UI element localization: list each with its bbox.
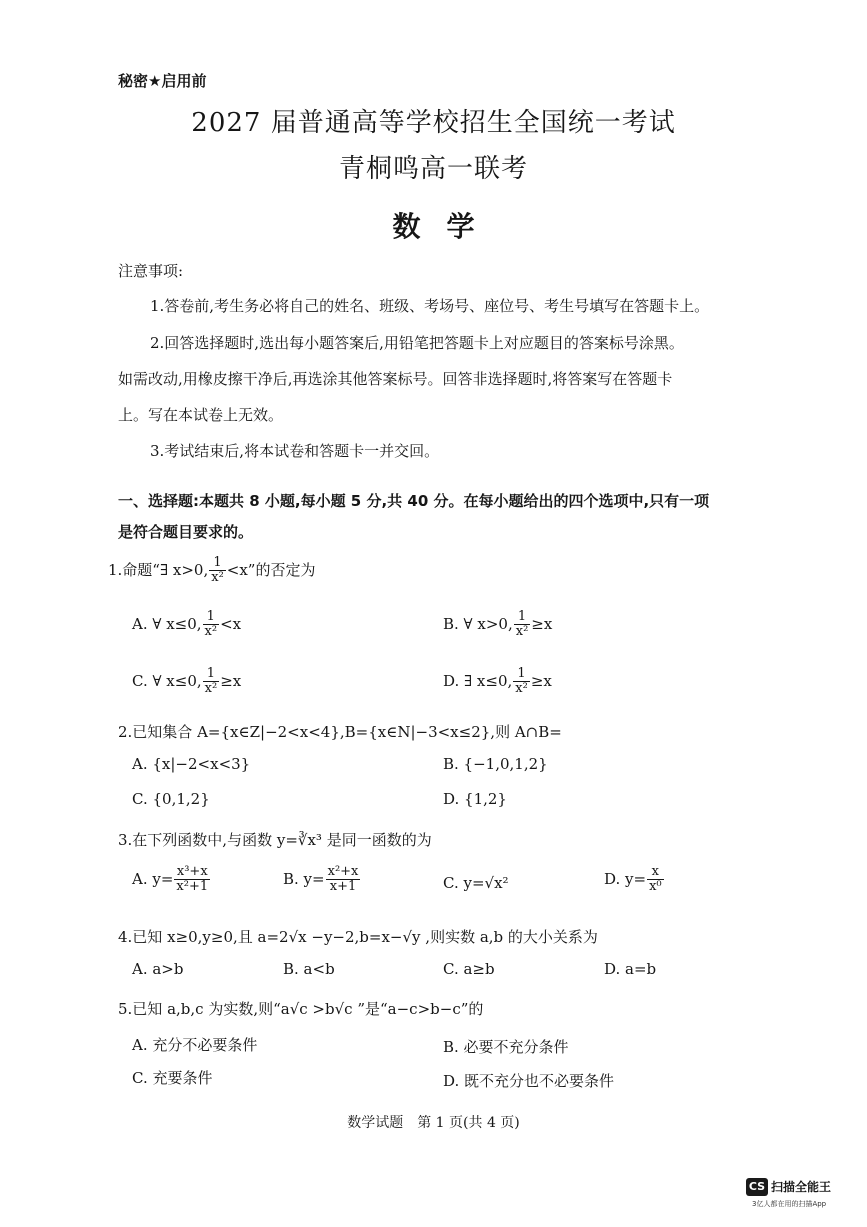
page-footer: 数学试题 第 1 页(共 4 页) [347, 1115, 520, 1131]
notice-item-2-line-3: 上。写在本试卷上无效。 [118, 406, 284, 424]
question-2-option-b: B. {−1,0,1,2} [443, 755, 548, 773]
question-3-option-a: A. y= $\frac{\text{x³+x}}{\text{x²+1}}$ [132, 864, 209, 895]
question-4-stem: 4.已知 x≥0,y≥0,且 a=2√x −y−2,b=x−√y ,则实数 a,b 的大小关系为 [118, 928, 598, 946]
fraction: $\frac{x}{\text{x⁰}}$ [649, 864, 662, 895]
question-5-option-c: C. 充要条件 [132, 1069, 213, 1087]
question-2-option-d: D. {1,2} [443, 790, 507, 808]
scanner-watermark [746, 1176, 832, 1208]
section-heading-line-2: 是符合题目要求的。 [118, 523, 254, 541]
confidential-label: 秘密★启用前 [118, 72, 207, 90]
camscanner-logo-icon: CS [746, 1178, 768, 1196]
exam-subtitle: 青桐鸣高一联考 [338, 154, 528, 184]
exam-title: 2027 届普通高等学校招生全国统一考试 [191, 108, 676, 138]
question-4-option-b: B. a<b [283, 960, 335, 978]
question-5-option-d: D. 既不充分也不必要条件 [443, 1072, 615, 1090]
question-1-option-d: D. ∃ x≤0, $\frac{1}{\text{x²}}$ ≥x [443, 666, 552, 697]
subject-title: 数学 [392, 210, 501, 243]
notice-item-3: 3.考试结束后,将本试卷和答题卡一并交回。 [150, 442, 440, 460]
fraction: $\frac{1}{\text{x²}}$ [204, 609, 218, 640]
notice-heading: 注意事项: [118, 262, 184, 280]
question-4-option-a: A. a>b [132, 960, 184, 978]
fraction: $\frac{\text{x²+x}}{x+1}$ [327, 864, 359, 895]
fraction: $\frac{1}{\text{x²}}$ [211, 555, 224, 586]
fraction: $\frac{1}{\text{x²}}$ [204, 666, 218, 697]
question-3-stem: 3.在下列函数中,与函数 y=∛x³ 是同一函数的为 [118, 831, 432, 849]
question-1-stem: 1.命题“∃ x>0, $\frac{1}{\text{x²}}$ <x”的否定为 [108, 555, 316, 586]
question-4-option-d: D. a=b [604, 960, 657, 978]
question-5-stem: 5.已知 a,b,c 为实数,则“a√c >b√c ”是“a−c>b−c”的 [118, 1000, 484, 1018]
question-1-option-a: A. ∀ x≤0, $\frac{1}{\text{x²}}$ <x [132, 609, 242, 640]
question-2-option-c: C. {0,1,2} [132, 790, 210, 808]
question-3-option-c: C. y=√x² [443, 874, 509, 892]
question-5-option-a: A. 充分不必要条件 [132, 1036, 258, 1054]
section-heading-line-1: 一、选择题:本题共 8 小题,每小题 5 分,共 40 分。在每小题给出的四个选项中,只有一项 [118, 492, 710, 510]
watermark-tagline: 3亿人都在用的扫描App [752, 1200, 827, 1208]
question-1-option-c: C. ∀ x≤0, $\frac{1}{\text{x²}}$ ≥x [132, 666, 242, 697]
notice-item-2-line-2: 如需改动,用橡皮擦干净后,再选涂其他答案标号。回答非选择题时,将答案写在答题卡 [118, 370, 673, 388]
question-3-option-d: D. y= $\frac{x}{\text{x⁰}}$ [604, 864, 662, 895]
question-3-option-b: B. y= $\frac{\text{x²+x}}{x+1}$ [283, 864, 359, 895]
question-2-stem: 2.已知集合 A={x∈Z|−2<x<4},B={x∈N|−3<x≤2},则 A∩B= [118, 723, 562, 741]
question-1-option-b: B. ∀ x>0, $\frac{1}{\text{x²}}$ ≥x [443, 609, 553, 640]
question-4-option-c: C. a≥b [443, 960, 495, 978]
watermark-app-name: 扫描全能王 [771, 1180, 832, 1194]
question-5-option-b: B. 必要不充分条件 [443, 1038, 569, 1056]
notice-item-2-line-1: 2.回答选择题时,选出每小题答案后,用铅笔把答题卡上对应题目的答案标号涂黑。 [150, 334, 684, 352]
notice-item-1: 1.答卷前,考生务必将自己的姓名、班级、考场号、座位号、考生号填写在答题卡上。 [150, 297, 710, 315]
fraction: $\frac{\text{x³+x}}{\text{x²+1}}$ [176, 864, 209, 895]
fraction: $\frac{1}{\text{x²}}$ [515, 609, 529, 640]
fraction: $\frac{1}{\text{x²}}$ [515, 666, 528, 697]
question-2-option-a: A. {x|−2<x<3} [132, 755, 251, 773]
